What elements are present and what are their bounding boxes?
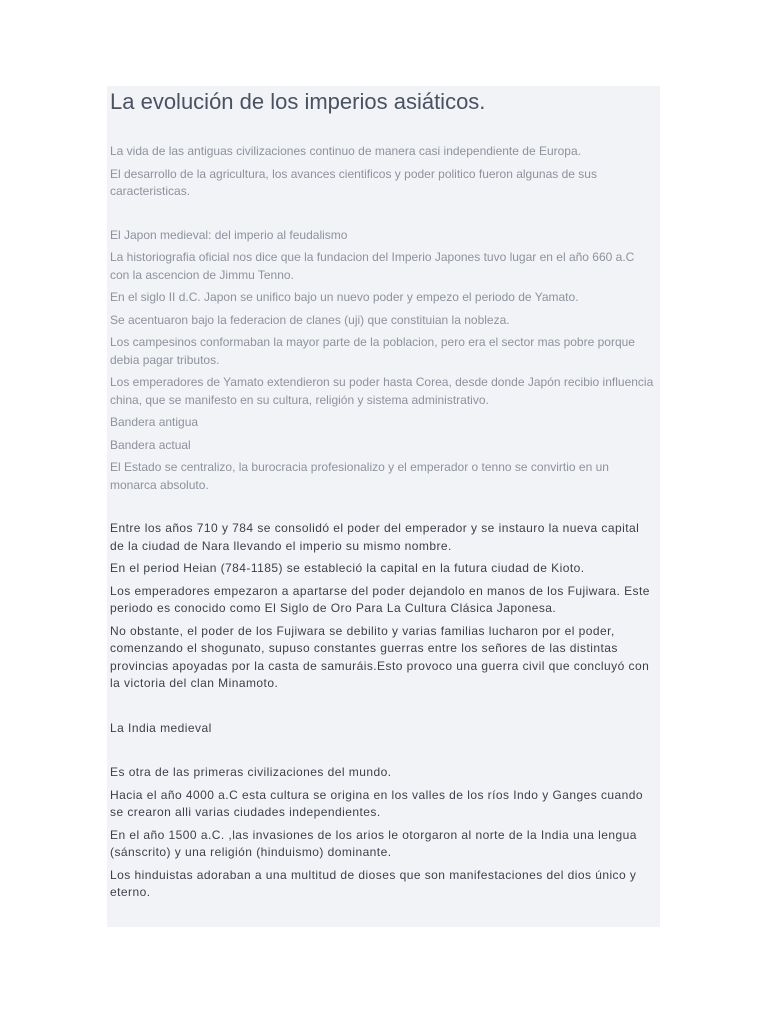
intro-paragraph-2: El desarrollo de la agricultura, los avances cientificos y poder politico fueron algunas de sus caracteristicas. (110, 166, 597, 198)
japan-continued-paragraph-4: No obstante, el poder de los Fujiwara se debilito y varias familias lucharon por el poder, comenzando el shogunato, supuso constantes guerras entre los señores de las distintas provincias apoyadas por la casta de samuráis.Esto provoco una guerra civil que concluyó con la victoria del clan Minamoto. (110, 623, 650, 690)
japan-continued-paragraph-3: Los emperadores empezaron a apartarse del poder dejandolo en manos de los Fujiwara. Este periodo es conocido como El Siglo de Oro Para La Cultura Clásica Japonesa. (110, 583, 650, 615)
page-title: La evolución de los imperios asiáticos. (110, 89, 486, 114)
japan-continued-paragraph-1: Entre los años 710 y 784 se consolidó el poder del emperador y se instauro la nueva capital de la ciudad de Nara llevando el imperio su mismo nombre. (110, 521, 640, 553)
japan-continued-paragraph-2: En el period Heian (784-1185) se estableció la capital en la futura ciudad de Kioto. (110, 561, 585, 575)
japan-paragraph-1: La historiografia oficial nos dice que la fundacion del Imperio Japones tuvo lugar en el año 660 a.C con la ascencion de Jimmu Tenno. (110, 250, 635, 282)
section-heading-japan: El Japon medieval: del imperio al feudalismo (110, 227, 348, 242)
india-paragraph-3: En el año 1500 a.C. ,las invasiones de los arios le otorgaron al norte de la India una lengua (sánscrito) y una religión (hinduismo) dominante. (110, 827, 637, 859)
image-caption-old-flag: Bandera antigua (110, 415, 199, 429)
japan-paragraph-5: Los emperadores de Yamato extendieron su poder hasta Corea, desde donde Japón recibio influencia china, que se manifesto en su cultura, religión y sistema administrativo. (110, 375, 654, 407)
japan-paragraph-3: Se acentuaron bajo la federacion de clanes (uji) que constituian la nobleza. (110, 312, 510, 327)
japan-paragraph-2: En el siglo II d.C. Japon se unifico bajo un nuevo poder y empezo el periodo de Yamato. (110, 290, 579, 304)
india-paragraph-2: Hacia el año 4000 a.C esta cultura se origina en los valles de los ríos Indo y Ganges cuando se crearon alli varias ciudades independientes. (110, 787, 644, 819)
section-heading-india: La India medieval (110, 720, 212, 735)
japan-paragraph-4: Los campesinos conformaban la mayor parte de la poblacion, pero era el sector mas pobre porque debia pagar tributos. (110, 335, 635, 367)
image-caption-current-flag: Bandera actual (110, 437, 191, 452)
japan-paragraph-6: El Estado se centralizo, la burocracia profesionalizo y el emperador o tenno se convirtio en un monarca absoluto. (110, 460, 609, 492)
document-content (107, 86, 660, 927)
intro-paragraph-1: La vida de las antiguas civilizaciones continuo de manera casi independiente de Europa. (110, 144, 581, 158)
india-paragraph-4: Los hinduistas adoraban a una multitud de dioses que son manifestaciones del dios único y eterno. (110, 867, 637, 899)
india-paragraph-1: Es otra de las primeras civilizaciones del mundo. (110, 765, 392, 779)
